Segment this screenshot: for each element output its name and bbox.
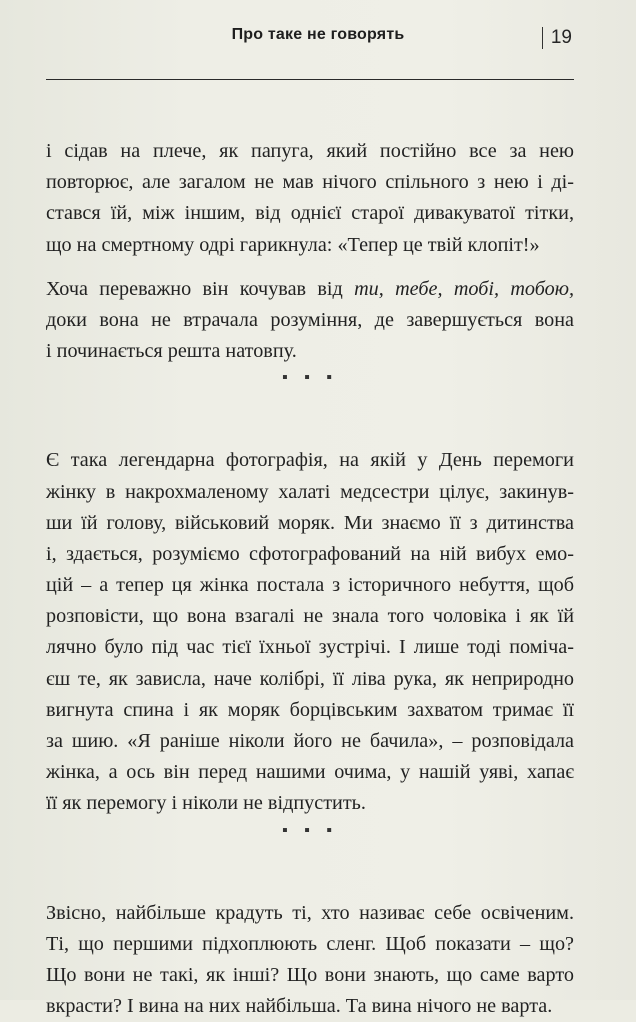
paragraph-4 [46, 898, 574, 1022]
text-line: Звісно, найбільше крадуть ті, хто називає себе освіченим. [46, 901, 574, 924]
text-line: цій – а тепер ця жінка постала з історичного небуття, щоб [46, 574, 574, 597]
body-text [46, 136, 574, 1022]
text-line: вигнута спина і як моряк борцівським захватом тримає її [46, 698, 574, 721]
header-rule [46, 79, 574, 80]
italic-pronouns: ти, тебе, тобі, тобою, [354, 277, 574, 300]
text-line: лячно було під час тієї їхньої зустрічі. І лише тоді поміча- [46, 636, 574, 659]
text-line: і, здається, розуміємо сфотографований на ній вибух емо- [46, 542, 574, 565]
text-line: повторює, але загалом не мав нічого спільного з нею і ді- [46, 171, 574, 194]
text-line: вкрасти? І вина на них найбільша. Та вина нічого не варта. [46, 995, 553, 1018]
running-header [60, 24, 576, 54]
text-line [46, 274, 574, 305]
text-line: розповісти, що вона взагалі не знала того чоловіка і як їй [46, 605, 574, 628]
text-line: ши їй голову, військовий моряк. Ми знаємо її з дитинства [46, 511, 574, 534]
text-line: жінка, а ось він перед нашими очима, у нашій уяві, хапає [46, 761, 574, 784]
text-line: її як перемогу і ніколи не відпустить. [46, 792, 366, 815]
text-line: Є така легендарна фотографія, на якій у День перемоги [46, 449, 574, 472]
text-line: стався їй, між іншим, від однієї старої дивакуватої тітки, [46, 202, 574, 225]
separator-dots: ▪ ▪ ▪ [282, 821, 338, 839]
text-line: Ті, що першими підхоплюють сленг. Щоб показати – що? [46, 932, 574, 955]
text-line: жінку в накрохмаленому халаті медсестри цілує, закинув- [46, 480, 574, 503]
text-line: і сідав на плече, як папуга, який постійно все за нею [46, 140, 574, 162]
paragraph-2 [46, 274, 574, 368]
text-line: що на смертному одрі гарикнула: «Тепер це твій клопіт!» [46, 233, 540, 256]
paragraph-1 [46, 136, 574, 261]
paragraph-3 [46, 445, 574, 819]
text-run: Хоча переважно він кочував від [46, 277, 355, 300]
running-title: Про таке не говорять [231, 26, 405, 43]
page-number: 19 [542, 27, 572, 49]
text-line: і починається решта натовпу. [46, 340, 297, 363]
section-separator [46, 820, 574, 878]
section-separator [46, 367, 574, 425]
text-line: доки вона не втрачала розуміння, де завершується вона [46, 308, 574, 331]
separator-dots: ▪ ▪ ▪ [282, 369, 338, 387]
text-line: єш те, як зависла, наче колібрі, її ліва рука, як неприродно [46, 667, 574, 690]
text-line: Що вони не такі, як інші? Що вони знають, що саме варто [46, 963, 574, 986]
text-line: за шию. «Я раніше ніколи його не бачила», – розповідала [46, 730, 574, 752]
